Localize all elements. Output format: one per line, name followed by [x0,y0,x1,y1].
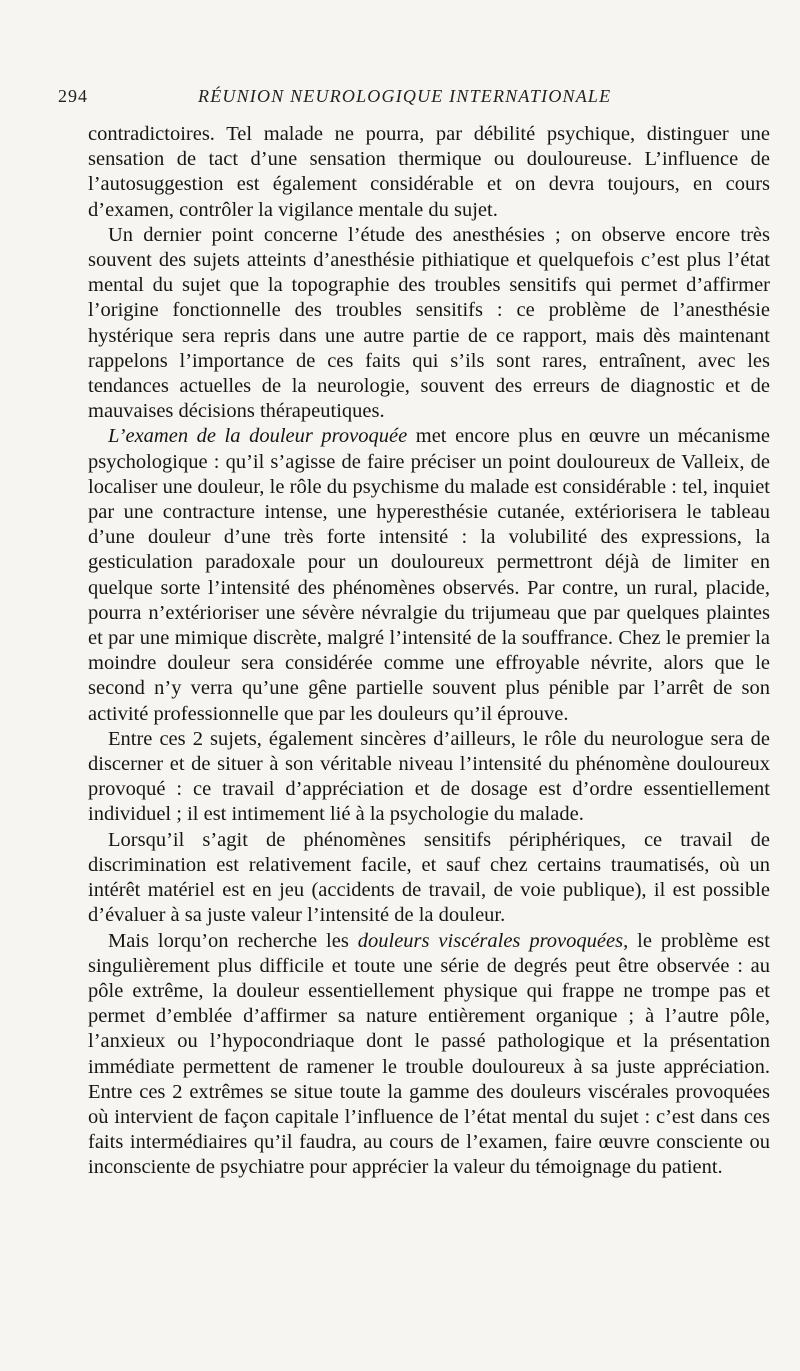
paragraph-6-italic: douleurs viscérales provoquées [357,929,624,952]
paragraph-3-text: met encore plus en œuvre un mécanisme psychologique : qu’il s’agisse de faire préciser un point douloureux de Valleix, de localiser une douleur, le rôle du psychisme du malade est considérable : tel, inquiet par une contracture intense, une hyperesthésie cutanée, extériorisera le tableau d’une douleur d’une très forte intensité : la volubilité des expressions, la gesticulation paradoxale pour un douloureux permettront déjà de limiter en quelque sorte l’intensité des phénomènes observés. Par contre, un rural, placide, pourra n’extérioriser une sévère névralgie du trijumeau que par quelques plaintes et par une mimique discrète, malgré l’intensité de la souffrance. Chez le premier la moindre douleur sera considérée comme une effroyable névrite, alors que le second n’y verra qu’une gêne partielle souvent plus pénible par l’arrêt de son activité professionnelle que par les douleurs qu’il éprouve. [88,425,771,725]
paragraph-6-pre: Mais lorqu’on recherche les [108,929,358,952]
paragraph-5 [88,828,770,929]
paragraph-6 [88,929,770,1181]
paragraph-4 [88,727,770,828]
page-header [58,86,694,112]
paragraph-4-text: Entre ces 2 sujets, également sincères d’ailleurs, le rôle du neurologue sera de discerner et de situer à son véritable niveau l’intensité du phénomène douloureux provoqué : ce travail d’appréciation et de dosage est d’ordre essentiellement individuel ; il est intimement lié à la psychologie du malade. [88,727,770,826]
page-number: 294 [58,86,88,106]
paragraph-2 [88,223,770,425]
paragraph-3-italic-lead: L’examen de la douleur provoquée [108,425,408,448]
running-title: RÉUNION NEUROLOGIQUE INTERNATIONALE [198,86,612,106]
paragraph-1-text: contradictoires. Tel malade ne pourra, par débilité psychique, distinguer une sensation de tact d’une sensation thermique ou douloureuse. L’influence de l’autosuggestion est également considérable et on devra toujours, en cours d’examen, contrôler la vigilance mentale du sujet. [88,123,770,221]
paragraph-6-text: , le problème est singulièrement plus difficile et toute une série de degrés peut être observée : au pôle extrême, la douleur essentiellement physique qui frappe ne trompe pas et permet d’emblée d’affirmer sa nature entièrement organique ; à l’autre pôle, l’anxieux ou l’hypocondriaque dont le passé pathologique et la présentation immédiate permettent de ramener le trouble douloureux à sa juste appréciation. Entre ces 2 extrêmes se situe toute la gamme des douleurs viscérales provoquées où intervient de façon capitale l’influence de l’état mental du sujet : c’est dans ces faits intermédiaires qu’il faudra, au cours de l’examen, faire œuvre consciente ou inconsciente de psychiatre pour apprécier la valeur du témoignage du patient. [88,929,770,1179]
paragraph-3 [88,424,770,726]
paragraph-5-text: Lorsqu’il s’agit de phénomènes sensitifs périphériques, ce travail de discrimination est relativement facile, et sauf chez certains traumatisés, où un intérêt matériel est en jeu (accidents de travail, de voie publique), il est possible d’évaluer à sa juste valeur l’intensité de la douleur. [88,828,770,927]
paragraph-2-text: Un dernier point concerne l’étude des anesthésies ; on observe encore très souvent des sujets atteints d’anesthésie pithiatique et quelquefois c’est plus l’état mental du sujet que la topographie des troubles sensitifs qui permet d’affirmer l’origine fonctionnelle des troubles sensitifs : ce problème de l’anesthésie hystérique sera repris dans une autre partie de ce rapport, mais dès maintenant rappelons l’importance de ces faits qui s’ils sont rares, entraînent, avec les tendances actuelles de la neurologie, souvent des erreurs de diagnostic et de mauvaises décisions thérapeutiques. [88,223,770,423]
paragraph-1 [88,122,770,223]
body-text [88,122,770,1181]
